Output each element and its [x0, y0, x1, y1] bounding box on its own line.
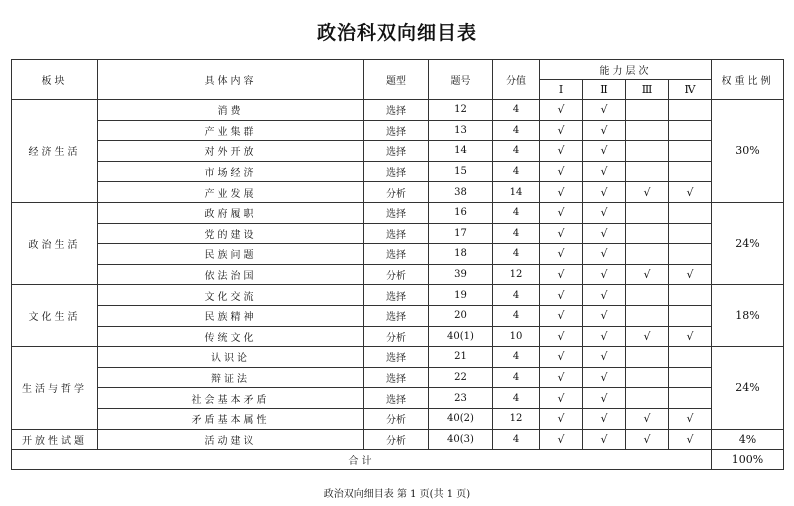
score-cell: 4	[493, 202, 540, 223]
number-cell: 13	[429, 120, 493, 141]
level-2-cell: √	[583, 161, 626, 182]
content-cell: 社会基本矛盾	[98, 388, 364, 409]
table-row	[12, 141, 784, 162]
level-4-cell: √	[669, 408, 712, 429]
score-cell: 4	[493, 388, 540, 409]
level-3-cell	[626, 100, 669, 121]
score-cell: 4	[493, 100, 540, 121]
score-cell: 4	[493, 347, 540, 368]
level-2-cell: √	[583, 223, 626, 244]
level-2-cell: √	[583, 367, 626, 388]
weight-cell: 24%	[712, 202, 784, 284]
level-1-cell: √	[540, 285, 583, 306]
number-cell: 39	[429, 264, 493, 285]
number-cell: 18	[429, 244, 493, 265]
module-cell: 政治生活	[12, 202, 98, 284]
level-1-cell: √	[540, 429, 583, 450]
type-cell: 选择	[364, 100, 429, 121]
module-cell: 开放性试题	[12, 429, 98, 450]
level-2-cell: √	[583, 285, 626, 306]
score-cell: 4	[493, 120, 540, 141]
score-cell: 4	[493, 244, 540, 265]
level-2-cell: √	[583, 429, 626, 450]
level-4-cell	[669, 161, 712, 182]
level-3-cell	[626, 202, 669, 223]
type-cell: 选择	[364, 244, 429, 265]
level-4-cell: √	[669, 264, 712, 285]
level-2-cell: √	[583, 141, 626, 162]
header-level-3: Ⅲ	[626, 80, 669, 100]
score-cell: 4	[493, 223, 540, 244]
level-3-cell	[626, 161, 669, 182]
level-3-cell: √	[626, 429, 669, 450]
weight-cell: 24%	[712, 347, 784, 429]
level-3-cell	[626, 305, 669, 326]
number-cell: 15	[429, 161, 493, 182]
type-cell: 分析	[364, 408, 429, 429]
level-4-cell: √	[669, 182, 712, 203]
content-cell: 市场经济	[98, 161, 364, 182]
table-row	[12, 429, 784, 450]
level-4-cell	[669, 120, 712, 141]
level-4-cell	[669, 202, 712, 223]
level-1-cell: √	[540, 408, 583, 429]
number-cell: 38	[429, 182, 493, 203]
weight-cell: 18%	[712, 285, 784, 347]
level-3-cell	[626, 367, 669, 388]
level-1-cell: √	[540, 141, 583, 162]
weight-cell: 30%	[712, 100, 784, 203]
type-cell: 选择	[364, 161, 429, 182]
number-cell: 40(2)	[429, 408, 493, 429]
level-2-cell: √	[583, 305, 626, 326]
content-cell: 认识论	[98, 347, 364, 368]
level-1-cell: √	[540, 244, 583, 265]
table-row	[12, 223, 784, 244]
level-2-cell: √	[583, 202, 626, 223]
type-cell: 分析	[364, 264, 429, 285]
content-cell: 传统文化	[98, 326, 364, 347]
table-row	[12, 182, 784, 203]
level-1-cell: √	[540, 326, 583, 347]
total-row	[12, 450, 784, 470]
content-cell: 民族问题	[98, 244, 364, 265]
score-cell: 4	[493, 141, 540, 162]
content-cell: 党的建设	[98, 223, 364, 244]
number-cell: 16	[429, 202, 493, 223]
score-cell: 4	[493, 285, 540, 306]
score-cell: 4	[493, 429, 540, 450]
level-4-cell	[669, 347, 712, 368]
page-title: 政治科双向细目表	[316, 22, 477, 44]
type-cell: 选择	[364, 388, 429, 409]
number-cell: 22	[429, 367, 493, 388]
header-level-2: Ⅱ	[583, 80, 626, 100]
score-cell: 4	[493, 161, 540, 182]
content-cell: 对外开放	[98, 141, 364, 162]
number-cell: 20	[429, 305, 493, 326]
level-4-cell	[669, 305, 712, 326]
content-cell: 依法治国	[98, 264, 364, 285]
content-cell: 文化交流	[98, 285, 364, 306]
level-3-cell: √	[626, 264, 669, 285]
score-cell: 12	[493, 264, 540, 285]
type-cell: 选择	[364, 367, 429, 388]
type-cell: 选择	[364, 120, 429, 141]
score-cell: 12	[493, 408, 540, 429]
level-2-cell: √	[583, 182, 626, 203]
number-cell: 19	[429, 285, 493, 306]
type-cell: 选择	[364, 305, 429, 326]
level-4-cell	[669, 244, 712, 265]
level-2-cell: √	[583, 120, 626, 141]
type-cell: 选择	[364, 202, 429, 223]
number-cell: 40(3)	[429, 429, 493, 450]
header-module: 板块	[12, 60, 98, 100]
content-cell: 活动建议	[98, 429, 364, 450]
table-row	[12, 408, 784, 429]
page-footer: 政治双向细目表 第 1 页(共 1 页)	[323, 489, 471, 500]
content-cell: 产业发展	[98, 182, 364, 203]
content-cell: 民族精神	[98, 305, 364, 326]
table-row	[12, 244, 784, 265]
score-cell: 14	[493, 182, 540, 203]
level-1-cell: √	[540, 388, 583, 409]
level-2-cell: √	[583, 408, 626, 429]
specification-table	[11, 59, 784, 470]
level-1-cell: √	[540, 347, 583, 368]
level-1-cell: √	[540, 264, 583, 285]
type-cell: 分析	[364, 182, 429, 203]
table-row	[12, 202, 784, 223]
level-4-cell: √	[669, 326, 712, 347]
table-row	[12, 326, 784, 347]
module-cell: 经济生活	[12, 100, 98, 203]
level-3-cell	[626, 244, 669, 265]
level-4-cell	[669, 367, 712, 388]
level-1-cell: √	[540, 182, 583, 203]
level-1-cell: √	[540, 202, 583, 223]
level-4-cell: √	[669, 429, 712, 450]
table-row	[12, 367, 784, 388]
level-2-cell: √	[583, 388, 626, 409]
type-cell: 选择	[364, 141, 429, 162]
level-3-cell: √	[626, 408, 669, 429]
type-cell: 分析	[364, 429, 429, 450]
level-1-cell: √	[540, 223, 583, 244]
content-cell: 辩证法	[98, 367, 364, 388]
level-1-cell: √	[540, 161, 583, 182]
header-level-1: Ⅰ	[540, 80, 583, 100]
module-cell: 生活与哲学	[12, 347, 98, 429]
level-3-cell	[626, 141, 669, 162]
type-cell: 选择	[364, 347, 429, 368]
level-2-cell: √	[583, 347, 626, 368]
table-row	[12, 264, 784, 285]
header-number: 题号	[429, 60, 493, 100]
type-cell: 选择	[364, 223, 429, 244]
header-ability: 能力层次	[540, 60, 712, 80]
level-4-cell	[669, 141, 712, 162]
header-level-4: Ⅳ	[669, 80, 712, 100]
table-row	[12, 120, 784, 141]
type-cell: 分析	[364, 326, 429, 347]
level-4-cell	[669, 223, 712, 244]
score-cell: 4	[493, 367, 540, 388]
type-cell: 选择	[364, 285, 429, 306]
level-3-cell	[626, 285, 669, 306]
level-1-cell: √	[540, 120, 583, 141]
level-2-cell: √	[583, 326, 626, 347]
table-row	[12, 388, 784, 409]
level-3-cell	[626, 120, 669, 141]
module-cell: 文化生活	[12, 285, 98, 347]
table-body	[12, 100, 784, 450]
level-2-cell: √	[583, 244, 626, 265]
level-4-cell	[669, 388, 712, 409]
number-cell: 14	[429, 141, 493, 162]
level-1-cell: √	[540, 100, 583, 121]
content-cell: 矛盾基本属性	[98, 408, 364, 429]
level-1-cell: √	[540, 305, 583, 326]
level-4-cell	[669, 285, 712, 306]
total-label: 合计	[12, 450, 712, 470]
level-4-cell	[669, 100, 712, 121]
total-weight: 100%	[712, 450, 784, 470]
number-cell: 12	[429, 100, 493, 121]
header-score: 分值	[493, 60, 540, 100]
level-2-cell: √	[583, 100, 626, 121]
number-cell: 23	[429, 388, 493, 409]
content-cell: 消费	[98, 100, 364, 121]
level-3-cell	[626, 347, 669, 368]
content-cell: 产业集群	[98, 120, 364, 141]
score-cell: 4	[493, 305, 540, 326]
number-cell: 21	[429, 347, 493, 368]
header-content: 具体内容	[98, 60, 364, 100]
table-row	[12, 347, 784, 368]
table-row	[12, 161, 784, 182]
number-cell: 17	[429, 223, 493, 244]
score-cell: 10	[493, 326, 540, 347]
number-cell: 40(1)	[429, 326, 493, 347]
level-2-cell: √	[583, 264, 626, 285]
level-3-cell: √	[626, 182, 669, 203]
level-3-cell	[626, 388, 669, 409]
level-3-cell	[626, 223, 669, 244]
header-weight: 权重比例	[712, 60, 784, 100]
level-3-cell: √	[626, 326, 669, 347]
content-cell: 政府履职	[98, 202, 364, 223]
weight-cell: 4%	[712, 429, 784, 450]
level-1-cell: √	[540, 367, 583, 388]
header-type: 题型	[364, 60, 429, 100]
table-row	[12, 305, 784, 326]
table-row	[12, 285, 784, 306]
table-row	[12, 100, 784, 121]
